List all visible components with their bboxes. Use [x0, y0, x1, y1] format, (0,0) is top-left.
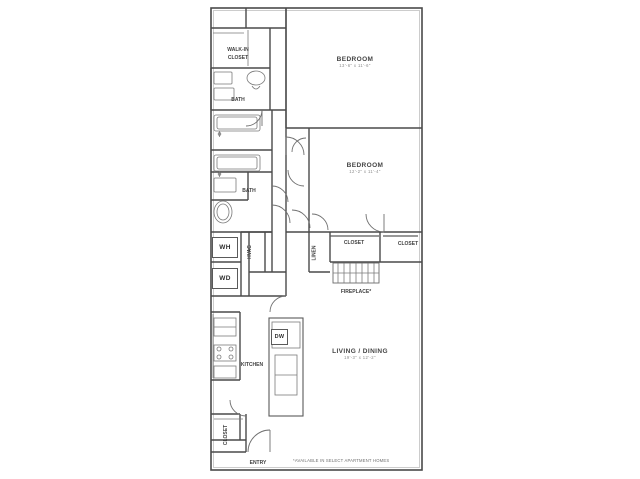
label-walk-in-closet-line1: WALK-IN — [227, 47, 249, 53]
room-dimensions: 12'-2" x 11'-4" — [349, 169, 381, 175]
label-walk-in-closet-line2: CLOSET — [227, 55, 249, 61]
room-dimensions: 19'-3" x 12'-2" — [344, 355, 376, 361]
fixtures — [213, 30, 379, 419]
label-bath-lower: BATH — [242, 188, 256, 194]
dishwasher-box: DW — [271, 329, 288, 345]
interior-walls — [211, 8, 422, 452]
room-dimensions: 13'-6" x 11'-6" — [339, 63, 371, 69]
label-closet-middle: CLOSET — [343, 240, 365, 246]
label-linen: LINEN — [311, 245, 318, 261]
label-entry: ENTRY — [249, 460, 267, 466]
door-swings — [230, 110, 384, 452]
washer-dryer-box: WD — [212, 268, 238, 289]
room-name: BEDROOM — [336, 56, 374, 63]
water-heater-box: WH — [212, 237, 238, 258]
label-entry-closet: CLOSET — [223, 424, 230, 446]
footnote-availability: *AVAILABLE IN SELECT APARTMENT HOMES — [293, 458, 390, 463]
room-name: LIVING / DINING — [332, 348, 388, 355]
label-bath-upper: BATH — [231, 97, 245, 103]
exterior-walls — [211, 8, 422, 470]
label-hvac: HVAC — [246, 245, 253, 259]
label-kitchen: KITCHEN — [240, 362, 264, 368]
room-name: BEDROOM — [346, 162, 384, 169]
exterior-wall-inner — [214, 11, 420, 468]
label-closet-right: CLOSET — [397, 241, 419, 247]
label-fireplace: FIREPLACE* — [340, 289, 372, 295]
